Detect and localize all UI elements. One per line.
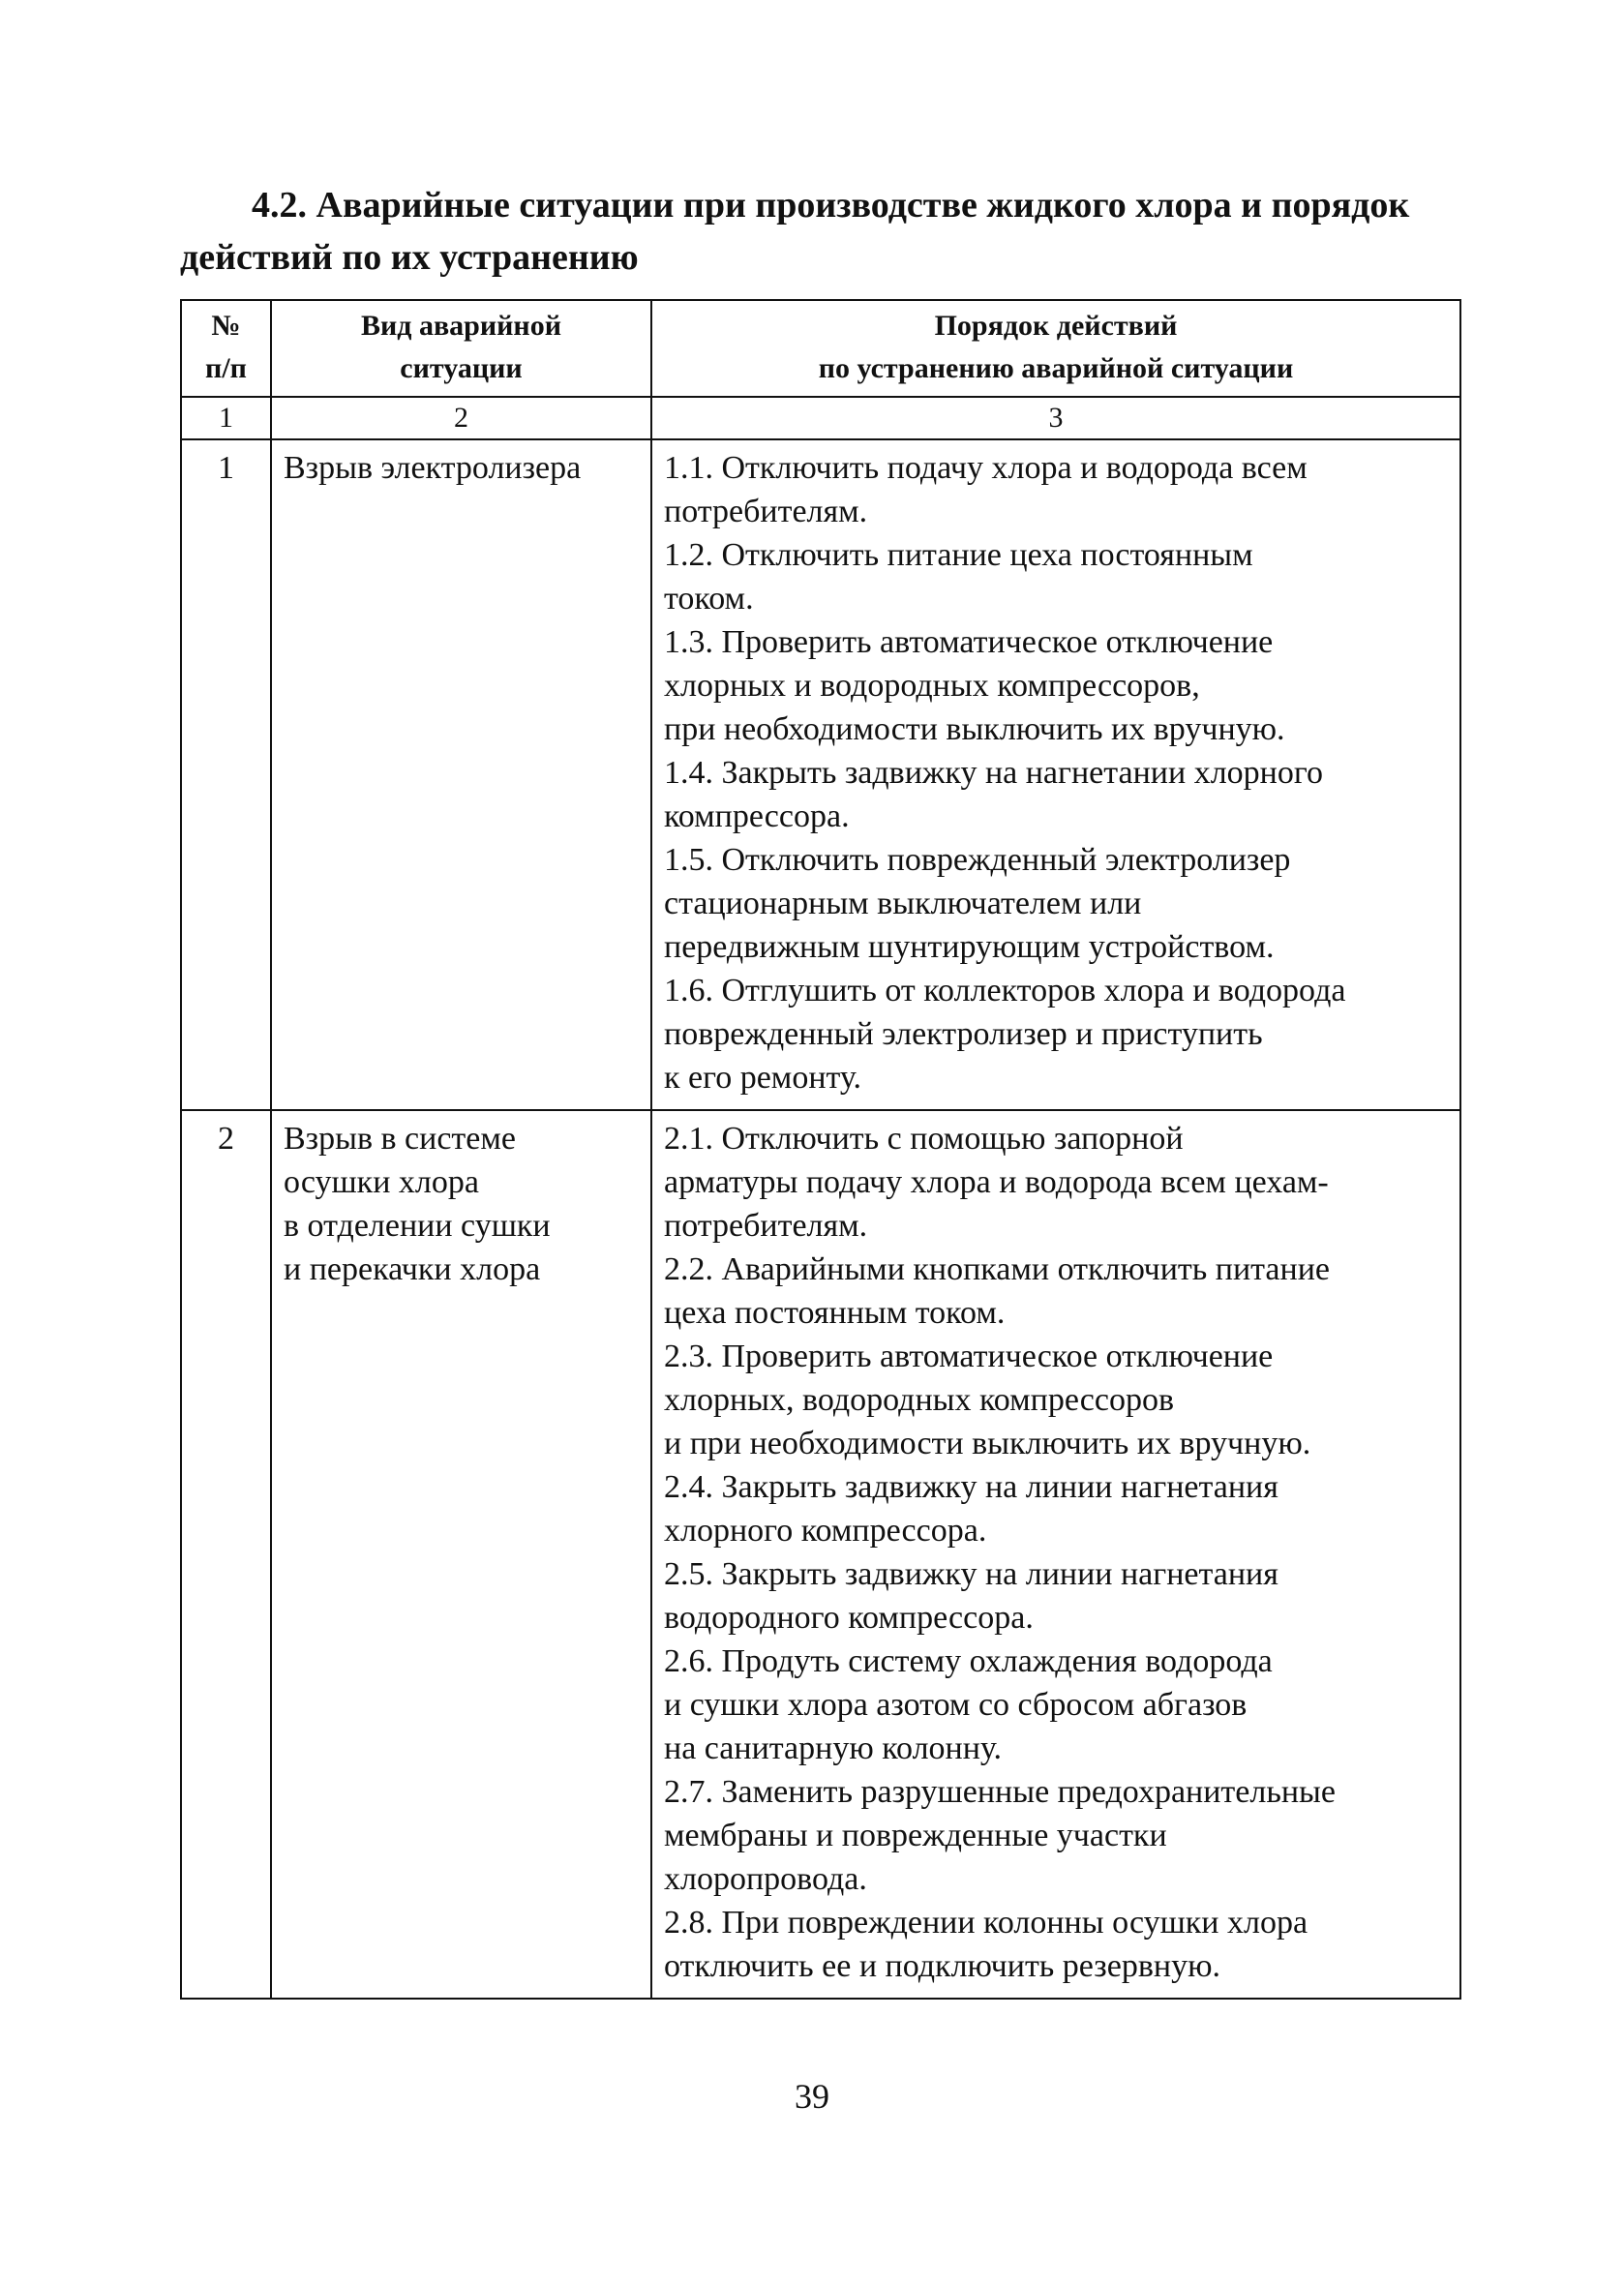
action-line: потребителям. bbox=[664, 1208, 868, 1244]
situation-cell bbox=[271, 1110, 651, 1999]
header-text: по устранению аварийной ситуации bbox=[818, 352, 1294, 384]
action-line: 1.5. Отключить поврежденный электролизер bbox=[664, 842, 1291, 878]
action-line: водородного компрессора. bbox=[664, 1600, 1034, 1636]
action-line: хлоропровода. bbox=[664, 1861, 867, 1897]
table-header-row bbox=[181, 300, 1460, 397]
actions-cell bbox=[651, 439, 1460, 1110]
action-line: поврежденный электролизер и приступить bbox=[664, 1016, 1263, 1052]
header-text: Порядок действий bbox=[934, 310, 1178, 342]
action-line: и сушки хлора азотом со сбросом абгазов bbox=[664, 1687, 1248, 1723]
actions-cell bbox=[651, 1110, 1460, 1999]
action-line: 2.1. Отключить с помощью запорной bbox=[664, 1121, 1184, 1157]
header-text: № bbox=[211, 310, 241, 342]
action-line: хлорных, водородных компрессоров bbox=[664, 1382, 1175, 1418]
column-number-row bbox=[181, 397, 1460, 439]
column-number: 1 bbox=[181, 397, 271, 439]
action-line: на санитарную колонну. bbox=[664, 1730, 1003, 1766]
header-situation bbox=[271, 300, 651, 397]
action-line: 1.6. Отглушить от коллекторов хлора и водорода bbox=[664, 973, 1346, 1008]
situation-line: и перекачки хлора bbox=[284, 1251, 541, 1287]
action-line: 1.1. Отключить подачу хлора и водорода всем bbox=[664, 450, 1308, 486]
header-text: п/п bbox=[205, 352, 247, 384]
action-line: 2.4. Закрыть задвижку на линии нагнетания bbox=[664, 1469, 1278, 1505]
row-number: 2 bbox=[181, 1110, 271, 1999]
action-line: к его ремонту. bbox=[664, 1060, 862, 1096]
action-line: 2.3. Проверить автоматическое отключение bbox=[664, 1339, 1274, 1374]
action-line: хлорных и водородных компрессоров, bbox=[664, 668, 1200, 704]
emergency-table bbox=[180, 299, 1461, 2000]
page-number: 39 bbox=[795, 2077, 829, 2116]
action-line: 2.2. Аварийными кнопками отключить питание bbox=[664, 1251, 1331, 1287]
header-number bbox=[181, 300, 271, 397]
action-line: 1.3. Проверить автоматическое отключение bbox=[664, 624, 1274, 660]
table-row bbox=[181, 1110, 1460, 1999]
action-line: 2.7. Заменить разрушенные предохранительные bbox=[664, 1774, 1336, 1810]
header-actions bbox=[651, 300, 1460, 397]
action-line: хлорного компрессора. bbox=[664, 1513, 987, 1549]
action-line: 1.2. Отключить питание цеха постоянным bbox=[664, 537, 1253, 573]
situation-line: Взрыв электролизера bbox=[284, 450, 582, 486]
action-line: при необходимости выключить их вручную. bbox=[664, 711, 1285, 747]
action-line: потребителям. bbox=[664, 494, 868, 529]
header-text: Вид аварийной bbox=[361, 310, 561, 342]
action-line: 2.6. Продуть систему охлаждения водорода bbox=[664, 1643, 1273, 1679]
action-line: 2.5. Закрыть задвижку на линии нагнетания bbox=[664, 1556, 1278, 1592]
action-line: арматуры подачу хлора и водорода всем цехам- bbox=[664, 1164, 1329, 1200]
action-line: током. bbox=[664, 581, 754, 617]
action-line: передвижным шунтирующим устройством. bbox=[664, 929, 1275, 965]
row-number: 1 bbox=[181, 439, 271, 1110]
action-line: компрессора. bbox=[664, 798, 850, 834]
header-text: ситуации bbox=[400, 352, 523, 384]
section-title-line-1: 4.2. Аварийные ситуации при производстве жидкого хлора и порядок bbox=[252, 185, 1410, 226]
situation-cell bbox=[271, 439, 651, 1110]
situation-line: осушки хлора bbox=[284, 1164, 479, 1200]
column-number: 2 bbox=[271, 397, 651, 439]
section-title bbox=[180, 179, 1467, 284]
situation-line: Взрыв в системе bbox=[284, 1121, 516, 1157]
action-line: мембраны и поврежденные участки bbox=[664, 1818, 1167, 1853]
column-number: 3 bbox=[651, 397, 1460, 439]
action-line: 2.8. При повреждении колонны осушки хлора bbox=[664, 1905, 1308, 1941]
action-line: отключить ее и подключить резервную. bbox=[664, 1948, 1220, 1984]
action-line: 1.4. Закрыть задвижку на нагнетании хлорного bbox=[664, 755, 1323, 791]
situation-line: в отделении сушки bbox=[284, 1208, 551, 1244]
action-line: стационарным выключателем или bbox=[664, 886, 1142, 921]
action-line: цеха постоянным током. bbox=[664, 1295, 1006, 1331]
table-row bbox=[181, 439, 1460, 1110]
section-title-line-2: действий по их устранению bbox=[180, 237, 639, 278]
action-line: и при необходимости выключить их вручную. bbox=[664, 1426, 1311, 1461]
